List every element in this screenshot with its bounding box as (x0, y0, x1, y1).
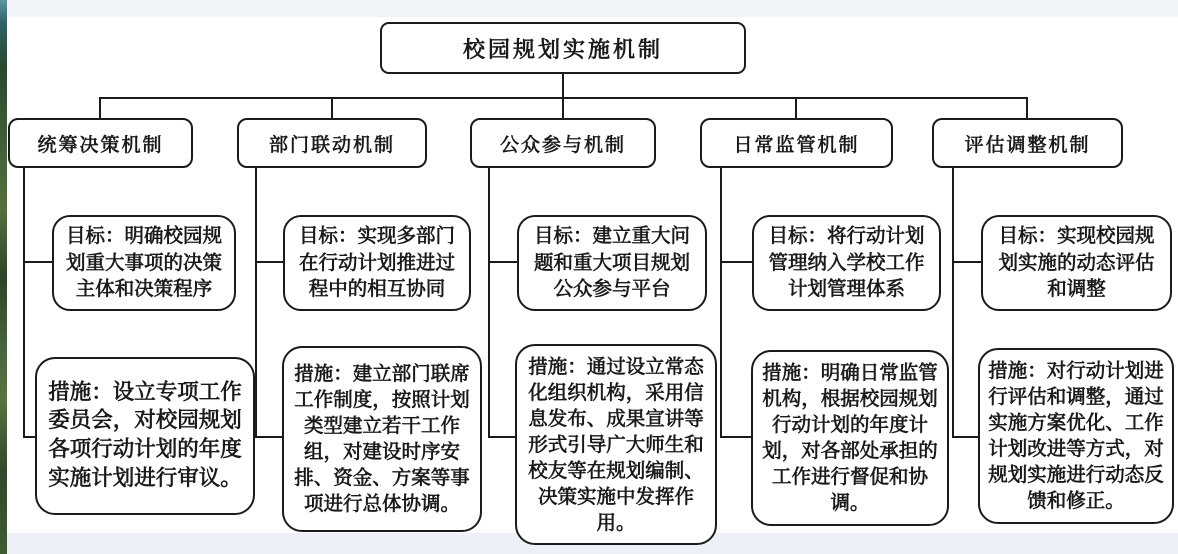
connector-drop (99, 97, 101, 119)
connector-elbow (488, 167, 490, 438)
goal-text: 目标：建立重大问题和重大项目规划公众参与平台 (533, 223, 690, 301)
branch-node-daily-supervision (700, 118, 893, 168)
goal-node (981, 215, 1172, 311)
measure-node (515, 344, 717, 545)
measure-text: 措施：通过设立常态化组织机构，采用信息发布、成果宣讲等形式引导广大师生和校友等在规划编制、决策实施中发挥作用。 (528, 355, 704, 534)
branch-title: 公众参与机制 (499, 133, 626, 156)
goal-text: 目标：实现校园规划实施的动态评估和调整 (998, 223, 1155, 301)
connector-drop (331, 97, 333, 119)
connector-goal-stub (488, 261, 517, 263)
connector-measure-stub (255, 436, 282, 438)
branch-node-public-participation (470, 118, 656, 168)
branch-node-coordinated-decision (8, 118, 193, 168)
goal-text: 目标：明确校园规划重大事项的决策主体和决策程序 (65, 223, 222, 301)
page-margin-top (7, 0, 1178, 17)
connector-elbow (952, 167, 954, 438)
connector-goal-stub (952, 261, 981, 263)
goal-node (52, 215, 236, 311)
branch-title: 评估调整机制 (964, 133, 1091, 156)
measure-text: 措施：对行动计划进行评估和调整，通过实施方案优化、工作计划改进等方式，对规划实施进行动态反馈和修正。 (988, 359, 1164, 512)
connector-measure-stub (952, 436, 978, 438)
measure-text: 措施：明确日常监管机构，根据校园规划行动计划的年度计划，对各部处承担的工作进行督促和协调。 (762, 361, 938, 514)
connector-drop (795, 97, 797, 119)
measure-node (978, 348, 1174, 524)
branch-title: 统筹决策机制 (37, 133, 164, 156)
connector-root-drop (562, 74, 564, 98)
goal-text: 目标：实现多部门在行动计划推进过程中的相互协同 (298, 223, 455, 301)
root-node (380, 22, 746, 74)
measure-text: 措施：设立专项工作委员会，对校园规划各项行动计划的年度实施计划进行审议。 (48, 379, 242, 491)
root-node-label: 校园规划实施机制 (462, 36, 663, 63)
connector-drop (562, 97, 564, 119)
connector-goal-stub (255, 261, 283, 263)
connector-goal-stub (720, 261, 752, 263)
connector-measure-stub (488, 436, 515, 438)
connector-goal-stub (23, 261, 52, 263)
measure-node (751, 350, 949, 526)
branch-title: 部门联动机制 (268, 133, 395, 156)
connector-elbow (255, 167, 257, 438)
branch-node-department-linkage (237, 118, 427, 168)
measure-node (35, 357, 255, 515)
goal-text: 目标：将行动计划管理纳入学校工作计划管理体系 (768, 223, 925, 301)
goal-node (752, 215, 941, 311)
connector-measure-stub (23, 436, 35, 438)
branch-title: 日常监管机制 (733, 133, 860, 156)
goal-node (517, 215, 707, 311)
measure-node (282, 346, 482, 532)
connector-elbow (23, 167, 25, 438)
branch-node-evaluation-adjustment (932, 118, 1123, 168)
connector-measure-stub (720, 436, 751, 438)
desktop-wallpaper-sliver (0, 0, 7, 554)
connector-elbow (720, 167, 722, 438)
measure-text: 措施：建立部门联席工作制度，按照计划类型建立若干工作组，对建设时序安排、资金、方案等事项进行总体协调。 (294, 362, 470, 515)
connector-drop (1026, 97, 1028, 119)
goal-node (283, 215, 471, 311)
